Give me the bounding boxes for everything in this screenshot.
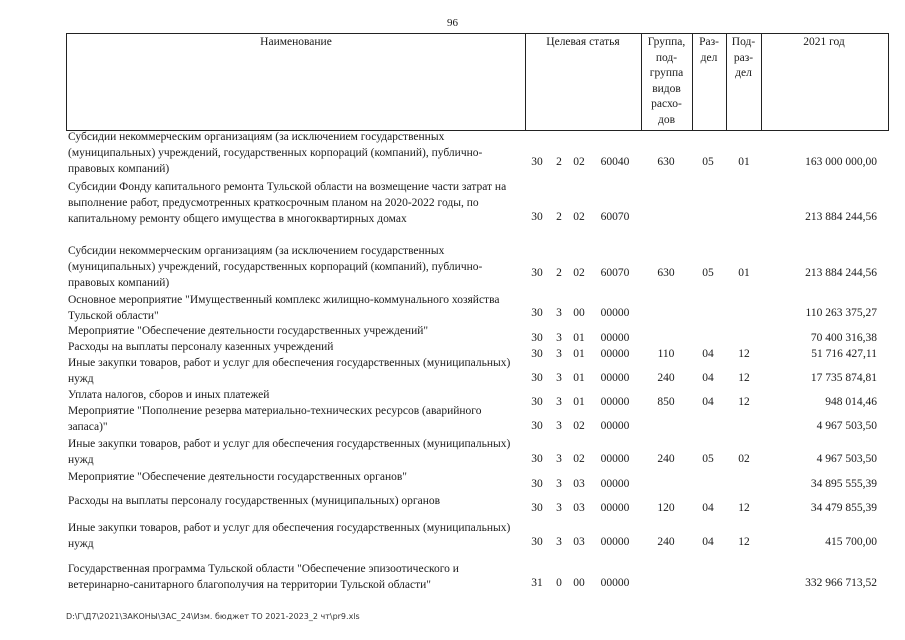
row-c4: 00000 [600, 372, 630, 384]
row-subsection: 12 [738, 396, 750, 408]
column-header-section: Раз- дел [699, 36, 719, 64]
column-header-year: 2021 год [803, 36, 845, 48]
row-group: 630 [657, 156, 675, 168]
row-group: 630 [657, 267, 675, 279]
row-c1: 30 [531, 372, 543, 384]
row-c4: 00000 [600, 478, 630, 490]
row-amount: 34 479 855,39 [810, 502, 877, 514]
row-c2: 2 [556, 267, 562, 279]
row-c1: 30 [531, 536, 543, 548]
row-c4: 00000 [600, 332, 630, 344]
row-c1: 30 [531, 396, 543, 408]
row-group: 240 [657, 536, 675, 548]
row-amount: 4 967 503,50 [816, 420, 877, 432]
row-amount: 163 000 000,00 [805, 156, 877, 168]
row-c1: 30 [531, 307, 543, 319]
row-c1: 31 [531, 577, 543, 589]
row-name: Иные закупки товаров, работ и услуг для обеспечения государственных (муниципальных) нужд [68, 438, 511, 466]
row-group: 240 [657, 453, 675, 465]
row-c1: 30 [531, 420, 543, 432]
row-c4: 00000 [600, 307, 630, 319]
row-amount: 51 716 427,11 [811, 348, 877, 360]
row-name: Государственная программа Тульской области "Обеспечение эпизоотического и ветеринарно-санитарного благополучия на территории Тульской области" [68, 563, 459, 591]
row-section: 04 [702, 502, 714, 514]
row-name: Иные закупки товаров, работ и услуг для обеспечения государственных (муниципальных) нужд [68, 357, 511, 385]
row-c4: 00000 [600, 396, 630, 408]
row-c2: 3 [556, 307, 562, 319]
row-c4: 60070 [600, 267, 630, 279]
row-amount: 34 895 555,39 [810, 478, 877, 490]
row-section: 04 [702, 396, 714, 408]
row-c2: 3 [556, 348, 562, 360]
row-c1: 30 [531, 348, 543, 360]
row-c3: 01 [573, 396, 585, 408]
row-c4: 00000 [600, 502, 630, 514]
row-c3: 00 [573, 577, 585, 589]
row-c2: 2 [556, 211, 562, 223]
row-section: 04 [702, 348, 714, 360]
column-header-name: Наименование [260, 36, 332, 48]
row-c2: 0 [556, 577, 562, 589]
row-name: Мероприятие "Обеспечение деятельности государственных учреждений" [68, 325, 429, 337]
row-c3: 02 [573, 420, 585, 432]
row-c1: 30 [531, 211, 543, 223]
row-c1: 30 [531, 267, 543, 279]
row-c3: 01 [573, 332, 585, 344]
row-section: 04 [702, 536, 714, 548]
row-amount: 948 014,46 [825, 396, 877, 408]
row-c2: 3 [556, 420, 562, 432]
row-group: 120 [657, 502, 675, 514]
row-amount: 213 884 244,56 [805, 211, 877, 223]
row-c2: 3 [556, 502, 562, 514]
row-c2: 3 [556, 478, 562, 490]
row-name: Расходы на выплаты персоналу казенных учреждений [68, 341, 334, 353]
row-amount: 70 400 316,38 [810, 332, 877, 344]
row-name: Субсидии некоммерческим организациям (за исключением государственных (муниципальных) учреждений, государственных корпораций (компаний), публично-правовых компаний) [68, 245, 483, 289]
row-subsection: 12 [738, 348, 750, 360]
row-c2: 3 [556, 332, 562, 344]
column-header-group: Группа, под- группа видов расхо- дов [647, 36, 686, 126]
row-subsection: 12 [738, 372, 750, 384]
row-c3: 01 [573, 348, 585, 360]
row-c1: 30 [531, 502, 543, 514]
row-subsection: 01 [738, 156, 750, 168]
page-number: 96 [447, 17, 458, 29]
row-c3: 03 [573, 478, 585, 490]
row-name: Мероприятие "Пополнение резерва материально-технических ресурсов (аварийного запаса)" [68, 405, 482, 433]
row-subsection: 12 [738, 536, 750, 548]
row-c3: 03 [573, 536, 585, 548]
row-name: Субсидии Фонду капитального ремонта Тульской области на возмещение части затрат на выполнение работ, предусмотренных краткосрочным планом на 2020-2022 годы, по капитальному ремонту общего имущества в многоквартирных домах [68, 181, 507, 225]
row-c3: 02 [573, 156, 585, 168]
row-subsection: 02 [738, 453, 750, 465]
row-name: Субсидии некоммерческим организациям (за исключением государственных (муниципальных) учреждений, государственных корпораций (компаний), публично-правовых компаний) [68, 131, 483, 175]
row-c2: 3 [556, 536, 562, 548]
row-c4: 00000 [600, 577, 630, 589]
row-c3: 02 [573, 453, 585, 465]
row-c3: 01 [573, 372, 585, 384]
row-name: Мероприятие "Обеспечение деятельности государственных органов" [68, 471, 407, 483]
row-name: Расходы на выплаты персоналу государственных (муниципальных) органов [68, 495, 441, 507]
row-amount: 332 966 713,52 [805, 577, 877, 589]
row-c4: 00000 [600, 420, 630, 432]
row-c1: 30 [531, 453, 543, 465]
row-c1: 30 [531, 478, 543, 490]
file-path-footer: D:\Г\Д7\2021\ЗАКОНЫ\ЗАС_24\Изм. бюджет ТО 2021-2023_2 чт\pr9.xls [66, 612, 360, 621]
row-c2: 3 [556, 453, 562, 465]
row-c4: 60070 [600, 211, 630, 223]
row-amount: 110 263 375,27 [805, 307, 877, 319]
row-c1: 30 [531, 156, 543, 168]
row-c4: 00000 [600, 348, 630, 360]
row-section: 05 [702, 267, 714, 279]
row-section: 05 [702, 453, 714, 465]
row-c3: 02 [573, 211, 585, 223]
row-c4: 00000 [600, 453, 630, 465]
row-name: Основное мероприятие "Имущественный комплекс жилищно-коммунального хозяйства Тульской области" [68, 294, 500, 322]
row-c3: 00 [573, 307, 585, 319]
row-subsection: 01 [738, 267, 750, 279]
column-header-target: Целевая статья [546, 36, 620, 48]
row-c4: 00000 [600, 536, 630, 548]
row-c2: 3 [556, 372, 562, 384]
row-c1: 30 [531, 332, 543, 344]
row-subsection: 12 [738, 502, 750, 514]
table-header [66, 33, 889, 131]
row-c3: 02 [573, 267, 585, 279]
row-amount: 415 700,00 [825, 536, 877, 548]
row-group: 240 [657, 372, 675, 384]
row-name: Иные закупки товаров, работ и услуг для обеспечения государственных (муниципальных) нужд [68, 522, 511, 550]
row-group: 850 [657, 396, 675, 408]
row-amount: 213 884 244,56 [805, 267, 877, 279]
row-amount: 4 967 503,50 [816, 453, 877, 465]
row-c2: 2 [556, 156, 562, 168]
row-c3: 03 [573, 502, 585, 514]
row-amount: 17 735 874,81 [810, 372, 877, 384]
row-name: Уплата налогов, сборов и иных платежей [68, 389, 270, 401]
row-c2: 3 [556, 396, 562, 408]
row-group: 110 [657, 348, 675, 360]
row-c4: 60040 [600, 156, 630, 168]
row-section: 05 [702, 156, 714, 168]
row-section: 04 [702, 372, 714, 384]
column-header-subsection: Под- раз- дел [731, 36, 756, 79]
